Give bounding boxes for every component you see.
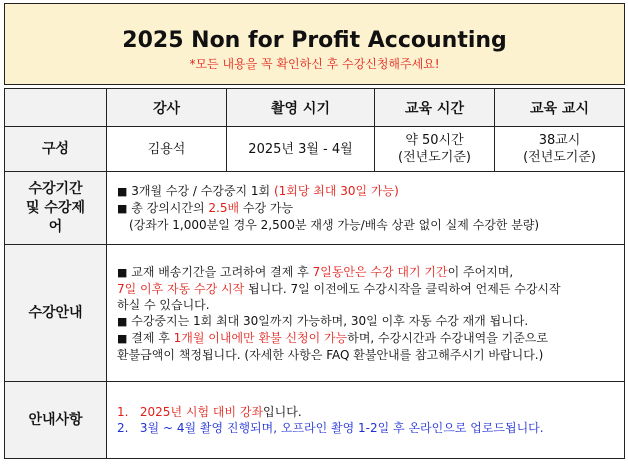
- course-hours-value: [375, 127, 495, 172]
- header-instructor: 강사: [107, 89, 227, 127]
- enrollment-period-label-line3: 어: [48, 218, 63, 235]
- notice-label: 안내사항: [5, 382, 107, 459]
- enrollment-period-label-line1: 수강기간: [28, 180, 83, 197]
- bullet-icon: ■: [117, 314, 128, 328]
- enrollment-line-2-text-end: 수강 가능: [239, 201, 294, 215]
- bullet-icon: ■: [117, 265, 128, 279]
- notice-row: [5, 382, 625, 459]
- filming-period-value: 2025년 3월 - 4월: [227, 127, 375, 172]
- enrollment-period-content: [107, 172, 625, 245]
- guide-line-5-highlight: 1개월 이내에만 환불 신청이 가능: [173, 330, 348, 345]
- guide-line-1-text: 교재 배송기간을 고려하여 결제 후: [127, 264, 313, 279]
- enrollment-line-1-highlight: (1회당 최대 30일 가능): [273, 184, 399, 198]
- header-course-hours: 교육 시간: [375, 89, 495, 127]
- page-title: 2025 Non for Profit Accounting: [122, 28, 507, 53]
- guide-line-2: [117, 281, 616, 297]
- guide-line-3: 하실 수 있습니다.: [117, 297, 210, 312]
- enrollment-line-2-text: 총 강의시간의: [127, 201, 209, 215]
- guide-content: [107, 245, 625, 382]
- enrollment-line-3: (강좌가 1,000분일 경우 2,500분 재생 가능/배속 상관 없이 실제 수강한 분량): [129, 218, 540, 232]
- enrollment-line-2-highlight: 2.5배: [208, 201, 240, 215]
- guide-line-5: [117, 330, 616, 347]
- course-sessions-line2: (전년도기준): [523, 150, 596, 165]
- course-hours-line1: 약 50시간: [405, 133, 464, 148]
- enrollment-line-2: [117, 200, 616, 217]
- guide-line-1: [117, 264, 616, 281]
- title-cell: [5, 4, 625, 85]
- course-info-table: [4, 3, 625, 459]
- notice-item-1-number: 1.: [117, 405, 129, 419]
- notice-item-1-highlight: 2025년 시험 대비 강좌: [139, 405, 264, 419]
- notice-item-2-text: 3월 ~ 4월 촬영 진행되며, 오프라인 촬영 1-2일 후 온라인으로 업로드됩니다.: [139, 421, 544, 435]
- course-sessions-line1: 38교시: [538, 133, 581, 148]
- header-blank-cell: [5, 89, 107, 127]
- guide-line-6: 환불금액이 책정됩니다. (자세한 사항은 FAQ 환불안내를 참고해주시기 바랍니다.): [117, 347, 544, 362]
- guide-label: 수강안내: [5, 245, 107, 382]
- enrollment-line-1-text: 3개월 수강 / 수강중지 1회: [127, 184, 274, 198]
- bullet-icon: ■: [117, 331, 128, 345]
- guide-line-1-highlight: 7일동안은 수강 대기 기간: [312, 264, 448, 279]
- guide-line-5-text-end: 하며, 수강시간과 수강내역을 기준으로: [347, 330, 548, 345]
- header-course-sessions: 교육 교시: [495, 89, 625, 127]
- notice-item-1: [117, 404, 616, 420]
- header-row: [5, 89, 625, 127]
- enrollment-line-1: [117, 183, 616, 200]
- guide-row: [5, 245, 625, 382]
- notice-content: [107, 382, 625, 459]
- guide-line-4-text: 수강중지는 1회 최대 30일까지 가능하며, 30일 이후 자동 수강 재개 됩니다.: [127, 313, 529, 328]
- composition-label: 구성: [5, 127, 107, 172]
- title-row: [5, 4, 625, 85]
- bullet-icon: ■: [117, 202, 128, 215]
- guide-line-5-text: 결제 후: [127, 330, 174, 345]
- guide-line-1-text-end: 이 주어지며,: [447, 264, 514, 279]
- enrollment-period-label: [5, 172, 107, 245]
- notice-item-2-number: 2.: [117, 421, 129, 435]
- instructor-value: 김용석: [107, 127, 227, 172]
- header-filming-period: 촬영 시기: [227, 89, 375, 127]
- course-hours-line2: (전년도기준): [398, 150, 471, 165]
- composition-row: [5, 127, 625, 172]
- guide-line-2-text: 됩니다. 7일 이전에도 수강시작을 클릭하여 언제든 수강시작: [244, 281, 561, 296]
- course-info-table-wrapper: [4, 3, 624, 469]
- notice-item-1-text: 입니다.: [263, 405, 302, 419]
- enrollment-period-row: [5, 172, 625, 245]
- bullet-icon: ■: [117, 185, 128, 198]
- course-sessions-value: [495, 127, 625, 172]
- enrollment-period-label-line2: 및 수강제: [26, 199, 85, 216]
- guide-line-4: [117, 313, 616, 330]
- page-subtitle: *모든 내용을 꼭 확인하신 후 수강신청해주세요!: [189, 57, 440, 71]
- guide-line-2-highlight: 7일 이후 자동 수강 시작: [117, 281, 245, 296]
- notice-item-2: [117, 420, 616, 436]
